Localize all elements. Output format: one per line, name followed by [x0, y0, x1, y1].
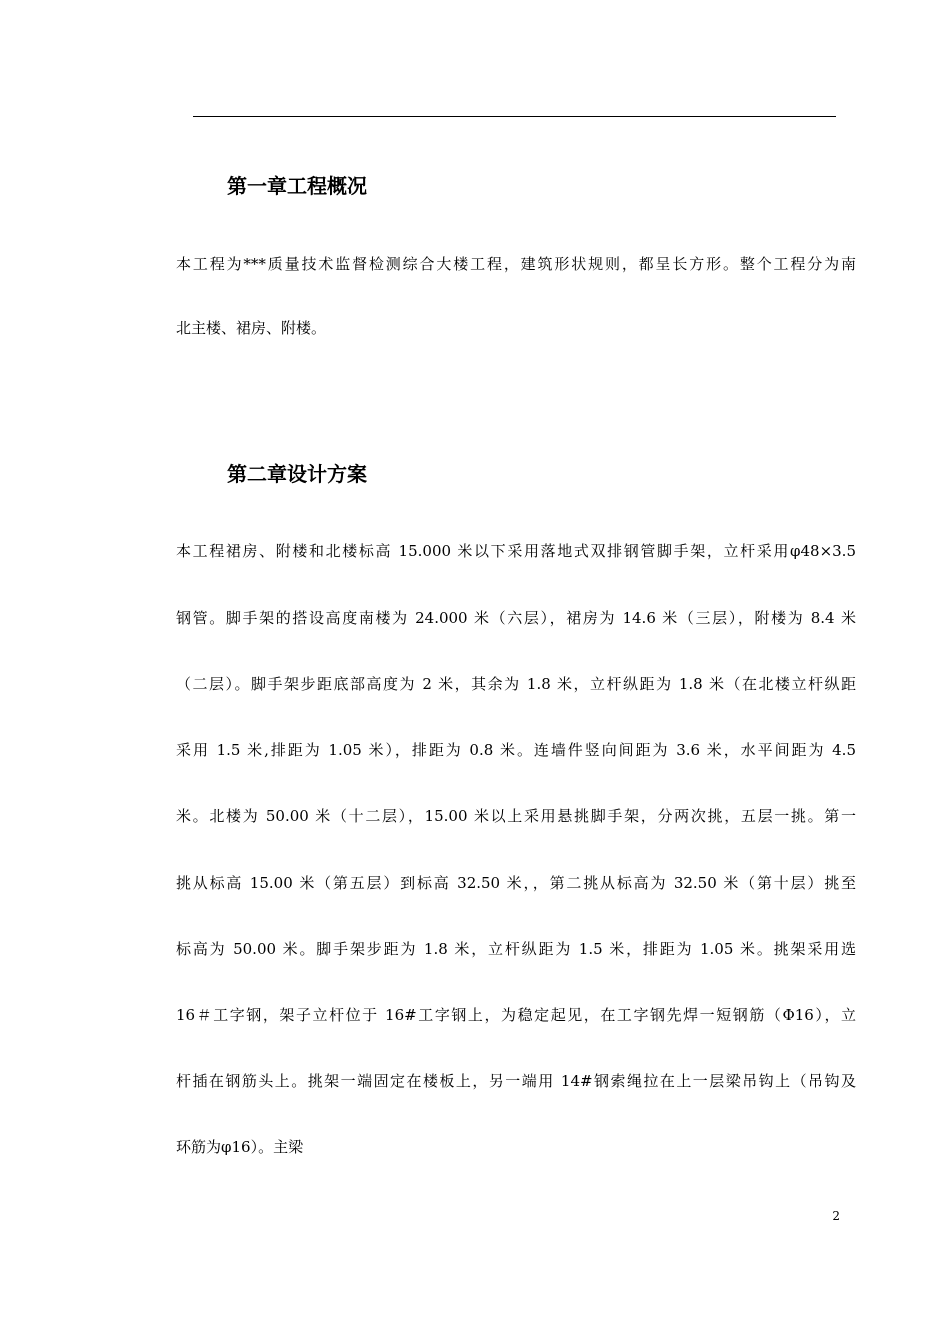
- chapter-1-title: 第一章工程概况: [227, 174, 367, 198]
- chapter-2-line-3: （二层）。脚手架步距底部高度为 2 米，其余为 1.8 米，立杆纵距为 1.8 米（在北楼立杆纵距: [176, 675, 856, 693]
- chapter-2-line-8: 16＃工字钢，架子立杆位于 16#工字钢上，为稳定起见，在工字钢先焊一短钢筋（Φ16），立: [176, 1006, 856, 1024]
- chapter-1-line-1: 本工程为***质量技术监督检测综合大楼工程，建筑形状规则，都呈长方形。整个工程分为南: [176, 255, 856, 273]
- chapter-2-line-9: 杆插在钢筋头上。挑架一端固定在楼板上，另一端用 14#钢索绳拉在上一层梁吊钩上（吊钩及: [176, 1072, 856, 1090]
- chapter-2-line-6: 挑从标高 15.00 米（第五层）到标高 32.50 米，，第二挑从标高为 32.50 米（第十层）挑至: [176, 874, 856, 892]
- chapter-2-line-2: 钢管。脚手架的搭设高度南楼为 24.000 米（六层），裙房为 14.6 米（三层），附楼为 8.4 米: [176, 609, 856, 627]
- chapter-2-line-10: 环筋为φ16）。主梁: [176, 1138, 304, 1156]
- chapter-2-line-7: 标高为 50.00 米。脚手架步距为 1.8 米，立杆纵距为 1.5 米，排距为 1.05 米。挑架采用选: [176, 940, 856, 958]
- chapter-2-title: 第二章设计方案: [227, 462, 367, 486]
- chapter-2-line-4: 采用 1.5 米,排距为 1.05 米），排距为 0.8 米。连墙件竖向间距为 3.6 米，水平间距为 4.5: [176, 741, 856, 759]
- page-number: 2: [832, 1209, 840, 1223]
- header-rule: [193, 116, 836, 117]
- chapter-2-line-5: 米。北楼为 50.00 米（十二层），15.00 米以上采用悬挑脚手架，分两次挑，五层一挑。第一: [176, 807, 856, 825]
- chapter-1-line-2: 北主楼、裙房、附楼。: [176, 319, 327, 337]
- chapter-2-line-1: 本工程裙房、附楼和北楼标高 15.000 米以下采用落地式双排钢管脚手架，立杆采用φ48×3.5: [176, 542, 856, 560]
